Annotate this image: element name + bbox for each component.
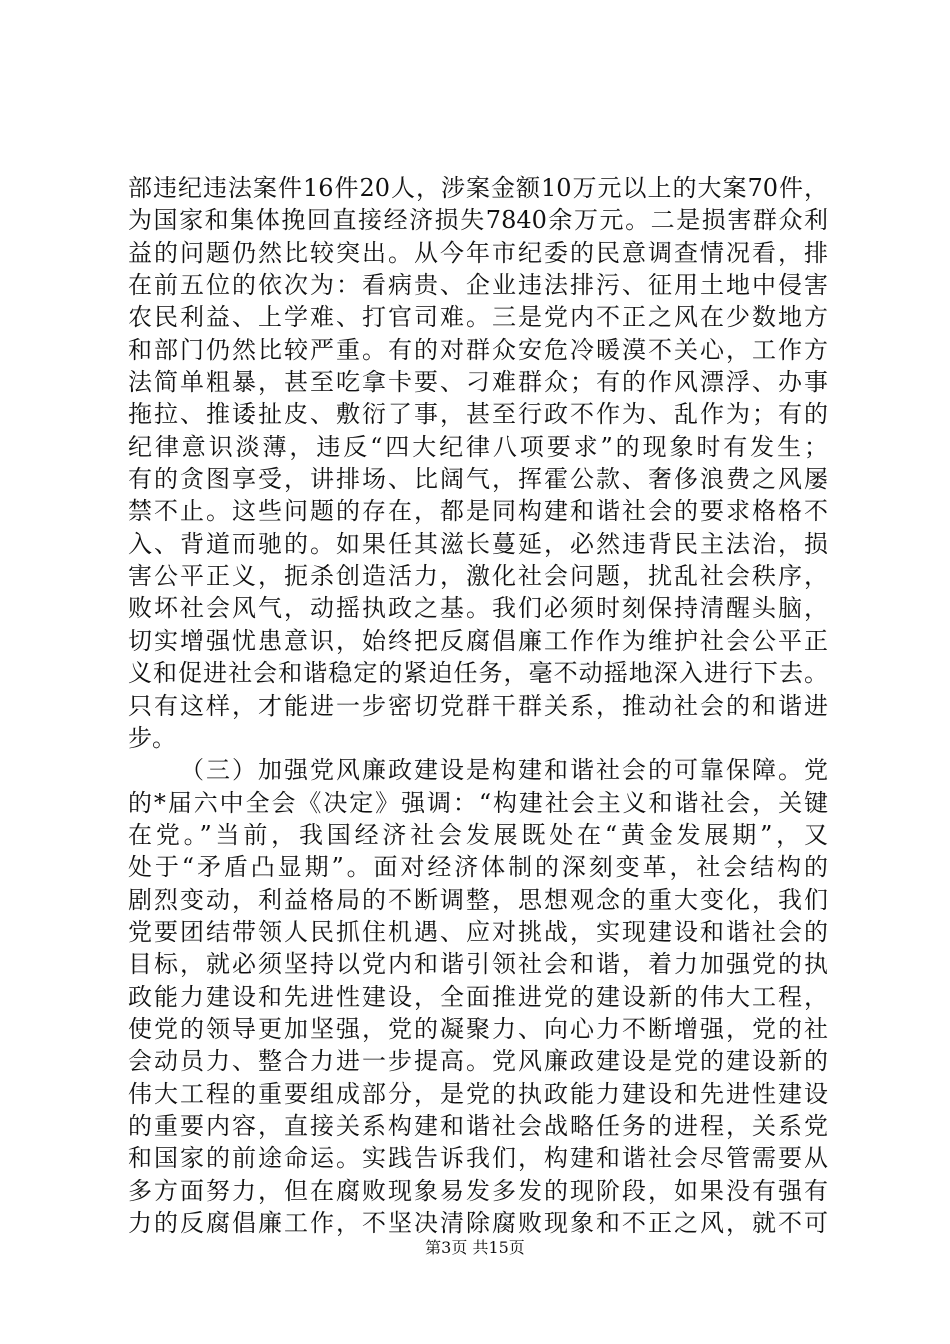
text-line: 纪律意识淡薄，违反“四大纪律八项要求”的现象时有发生； — [128, 432, 828, 461]
text-line: 入、背道而驰的。如果任其滋长蔓延，必然违背民主法治，损 — [128, 529, 828, 558]
text-line: 政能力建设和先进性建设，全面推进党的建设新的伟大工程， — [128, 982, 828, 1011]
text-line: 伟大工程的重要组成部分，是党的执政能力建设和先进性建设 — [128, 1079, 828, 1108]
page-number-footer: 第3页 共15页 — [425, 1238, 525, 1257]
text-line: 为国家和集体挽回直接经济损失7840余万元。二是损害群众利 — [128, 206, 828, 235]
text-line: 切实增强忧患意识，始终把反腐倡廉工作作为维护社会公平正 — [128, 626, 828, 655]
text-line: 的*届六中全会《决定》强调：“构建社会主义和谐社会，关键 — [128, 788, 828, 817]
text-line: 在前五位的依次为：看病贵、企业违法排污、征用土地中侵害 — [128, 271, 828, 300]
text-line: 和国家的前途命运。实践告诉我们，构建和谐社会尽管需要从 — [128, 1144, 828, 1173]
text-line: 法简单粗暴，甚至吃拿卡要、刁难群众；有的作风漂浮、办事 — [128, 368, 828, 397]
text-line: 只有这样，才能进一步密切党群干群关系，推动社会的和谐进 — [128, 691, 828, 720]
text-line: 义和促进社会和谐稳定的紧迫任务，毫不动摇地深入进行下去。 — [128, 659, 828, 688]
text-line: 和部门仍然比较严重。有的对群众安危冷暖漠不关心，工作方 — [128, 335, 828, 364]
text-line: 目标，就必须坚持以党内和谐引领社会和谐，着力加强党的执 — [128, 950, 828, 979]
text-line: 会动员力、整合力进一步提高。党风廉政建设是党的建设新的 — [128, 1047, 828, 1076]
text-line: 使党的领导更加坚强，党的凝聚力、向心力不断增强，党的社 — [128, 1014, 828, 1043]
text-line: 益的问题仍然比较突出。从今年市纪委的民意调查情况看，排 — [128, 238, 828, 267]
text-line: 部违纪违法案件16件20人，涉案金额10万元以上的大案70件， — [128, 174, 828, 202]
text-line: 多方面努力，但在腐败现象易发多发的现阶段，如果没有强有 — [128, 1176, 828, 1205]
text-line: 拖拉、推诿扯皮、敷衍了事，甚至行政不作为、乱作为；有的 — [128, 400, 828, 429]
text-line: 败坏社会风气，动摇执政之基。我们必须时刻保持清醒头脑， — [128, 594, 828, 623]
text-line: 农民利益、上学难、打官司难。三是党内不正之风在少数地方 — [128, 303, 828, 332]
text-line: 党要团结带领人民抓住机遇、应对挑战，实现建设和谐社会的 — [128, 917, 828, 946]
text-line: 在党。”当前，我国经济社会发展既处在“黄金发展期”，又 — [128, 820, 828, 849]
text-line: 剧烈变动，利益格局的不断调整，思想观念的重大变化，我们 — [128, 885, 828, 914]
body-text — [128, 172, 828, 1239]
text-line: 的重要内容，直接关系构建和谐社会战略任务的进程，关系党 — [128, 1111, 828, 1140]
text-line: 害公平正义，扼杀创造活力，激化社会问题，扰乱社会秩序， — [128, 562, 828, 591]
text-line: 处于“矛盾凸显期”。面对经济体制的深刻变革，社会结构的 — [128, 853, 828, 882]
text-line: 禁不止。这些问题的存在，都是同构建和谐社会的要求格格不 — [128, 497, 828, 526]
text-line: 有的贪图享受，讲排场、比阔气，挥霍公款、奢侈浪费之风屡 — [128, 465, 828, 494]
paragraph-start-line: （三）加强党风廉政建设是构建和谐社会的可靠保障。党 — [180, 756, 828, 785]
text-line: 力的反腐倡廉工作，不坚决清除腐败现象和不正之风，就不可 — [128, 1209, 828, 1237]
text-line: 步。 — [128, 723, 176, 752]
